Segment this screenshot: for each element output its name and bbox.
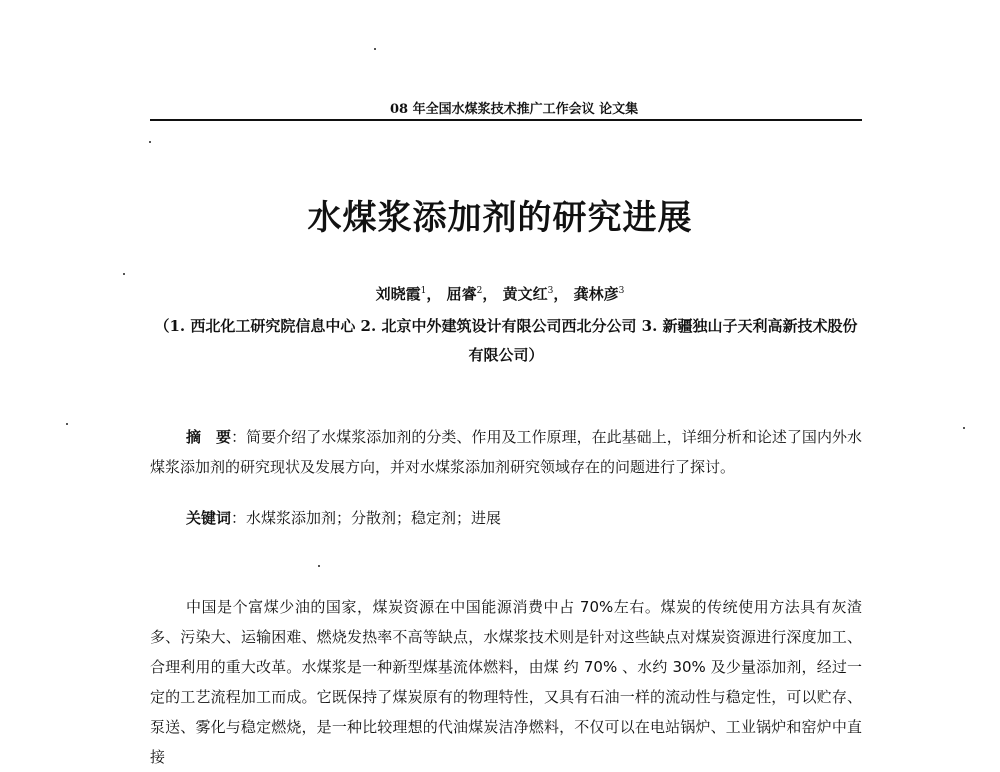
scan-speck — [374, 48, 376, 50]
running-header — [150, 97, 862, 121]
author-name: 黄文红 — [502, 285, 548, 303]
author-separator: ， — [553, 285, 569, 303]
author-name: 龚林彦 — [573, 285, 619, 303]
author-name: 屈睿 — [446, 285, 477, 303]
author-list — [0, 283, 1000, 304]
affiliations: （1. 西北化工研究院信息中心 2. 北京中外建筑设计有限公司西北分公司 3. 新疆独山子天利高新技术股份有限公司） — [154, 317, 858, 364]
scan-speck — [963, 427, 965, 429]
keywords — [186, 507, 501, 528]
affiliation-mark: 1 — [420, 286, 427, 296]
abstract-label: 摘 要 — [186, 428, 232, 446]
scan-speck — [123, 273, 125, 275]
author-separator: ， — [426, 285, 442, 303]
abstract — [150, 422, 862, 482]
affiliation-mark: 2 — [476, 286, 483, 296]
affiliation-mark: 3 — [618, 286, 625, 296]
affiliation-mark: 3 — [547, 286, 554, 296]
author-name: 刘晓霞 — [375, 285, 421, 303]
keywords-label: 关键词 — [186, 509, 232, 527]
abstract-text: ：简要介绍了水煤浆添加剂的分类、作用及工作原理，在此基础上，详细分析和论述了国内外水煤浆添加剂的研究现状及发展方向，并对水煤浆添加剂研究领域存在的问题进行了探讨。 — [150, 428, 862, 476]
header-text: 08 年全国水煤浆技术推广工作会议 论文集 — [390, 102, 639, 117]
body-paragraph: 中国是个富煤少油的国家，煤炭资源在中国能源消费中占 70%左右。煤炭的传统使用方法具有灰渣多、污染大、运输困难、燃烧发热率不高等缺点，水煤浆技术则是针对这些缺点对煤炭资源进行深度加工、合理利用的重大改革。水煤浆是一种新型煤基流体燃料，由煤 约 70% 、水约 30% 及少量添加剂，经过一定的工艺流程加工而成。它既保持了煤炭原有的物理特性，又具有石油一样的流动性与稳定性，可以贮存、泵送、雾化与稳定燃烧，是一种比较理想的代油煤炭洁净燃料，不仅可以在电站锅炉、工业锅炉和窑炉中直接 — [150, 598, 862, 766]
scan-speck — [149, 141, 151, 143]
scan-speck — [66, 423, 68, 425]
paper-title: 水煤浆添加剂的研究进展 — [307, 198, 693, 238]
author-separator: ， — [482, 285, 498, 303]
keywords-text: ：水煤浆添加剂；分散剂；稳定剂；进展 — [231, 509, 502, 527]
scan-speck — [318, 565, 320, 567]
